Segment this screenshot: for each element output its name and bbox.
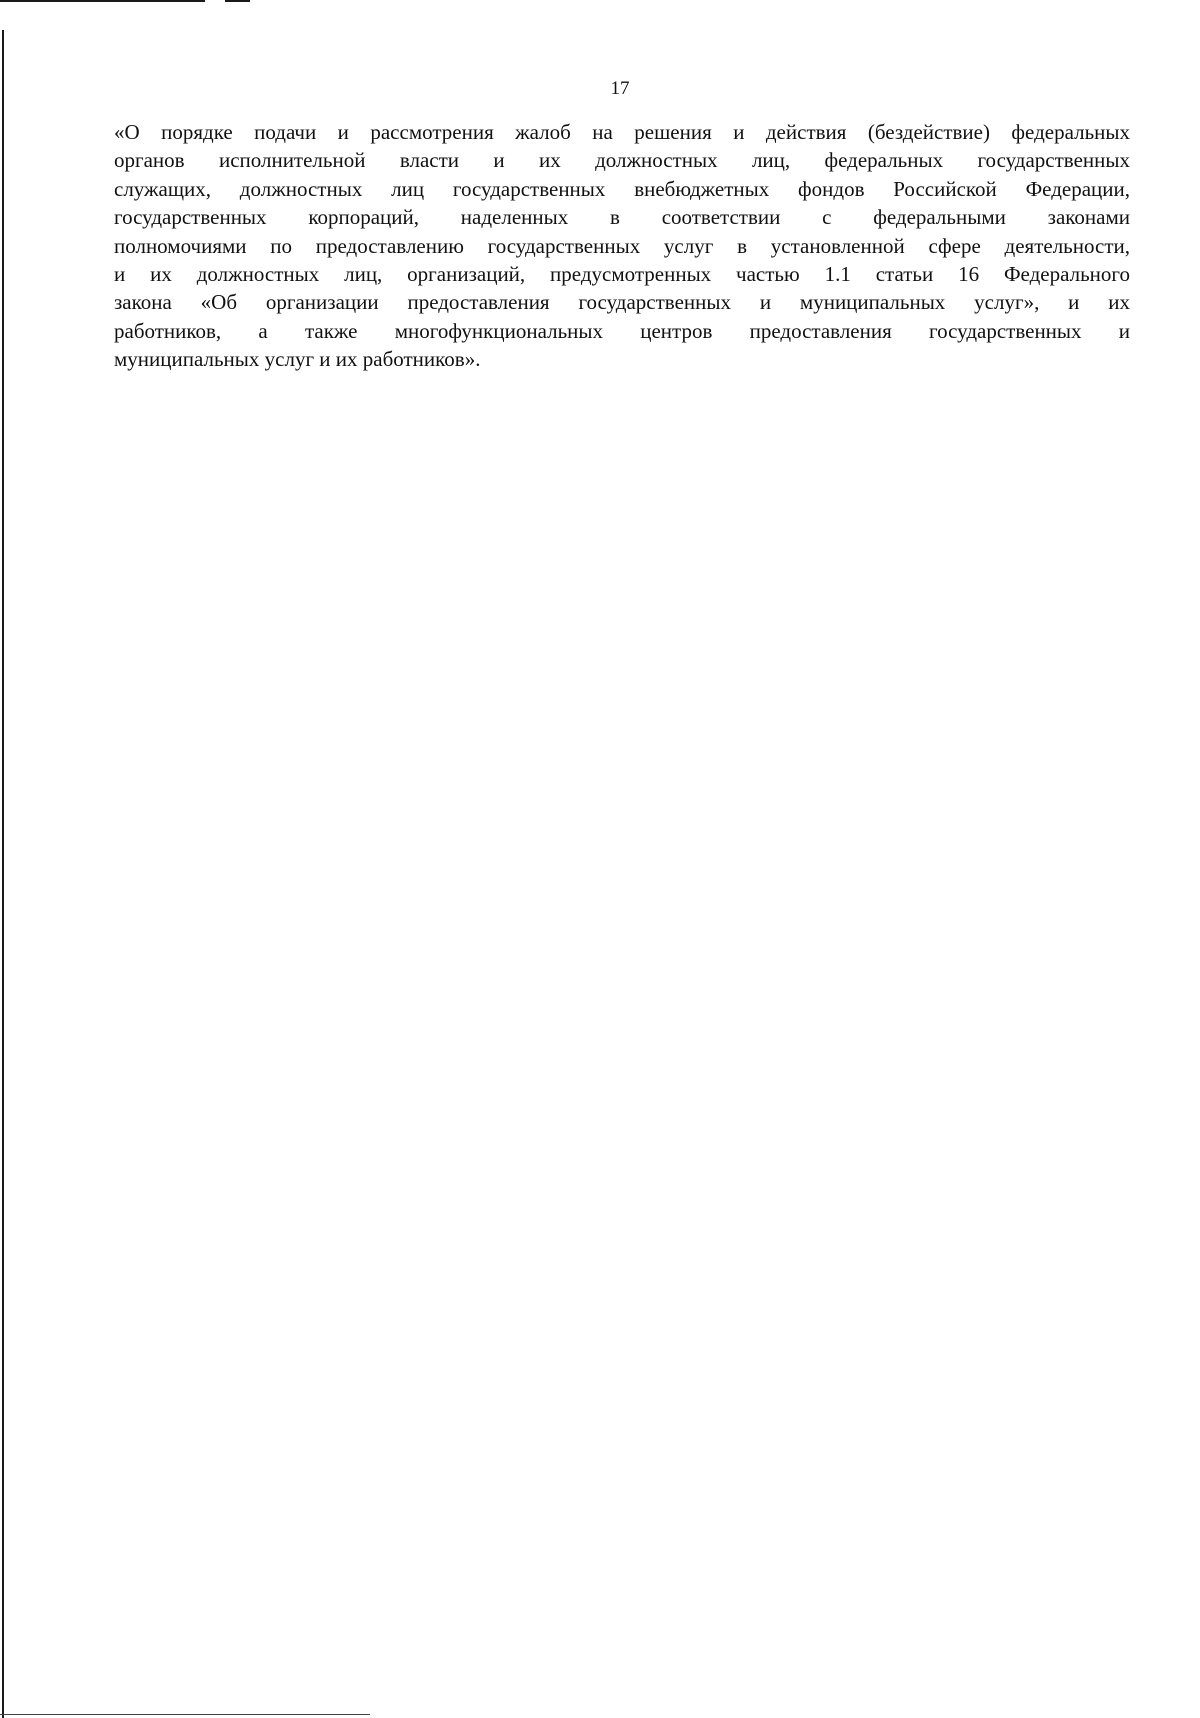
- page-number: 17: [610, 78, 630, 99]
- scan-border-top-fragment: [225, 0, 250, 2]
- scan-border-left: [2, 30, 4, 1718]
- paragraph-line: служащих, должностных лиц государственных внебюджетных фондов Российской Федерации,: [114, 176, 1130, 201]
- scan-border-top: [0, 0, 205, 2]
- paragraph-line: работников, а также многофункциональных центров предоставления государственных и: [114, 318, 1130, 343]
- paragraph-line: и их должностных лиц, организаций, предусмотренных частью 1.1 статьи 16 Федерального: [114, 262, 1130, 287]
- paragraph-line: полномочиями по предоставлению государственных услуг в установленной сфере деятельности,: [114, 233, 1130, 258]
- paragraph-line: муниципальных услуг и их работников».: [114, 347, 481, 372]
- scan-border-bottom: [0, 1714, 370, 1715]
- paragraph-line: органов исполнительной власти и их должностных лиц, федеральных государственных: [114, 148, 1130, 173]
- document-paragraph: [114, 118, 1130, 374]
- paragraph-line: «О порядке подачи и рассмотрения жалоб на решения и действия (бездействие) федеральных: [114, 120, 1130, 144]
- paragraph-line: государственных корпораций, наделенных в соответствии с федеральными законами: [114, 205, 1130, 230]
- paragraph-line: закона «Об организации предоставления государственных и муниципальных услуг», и их: [114, 290, 1130, 315]
